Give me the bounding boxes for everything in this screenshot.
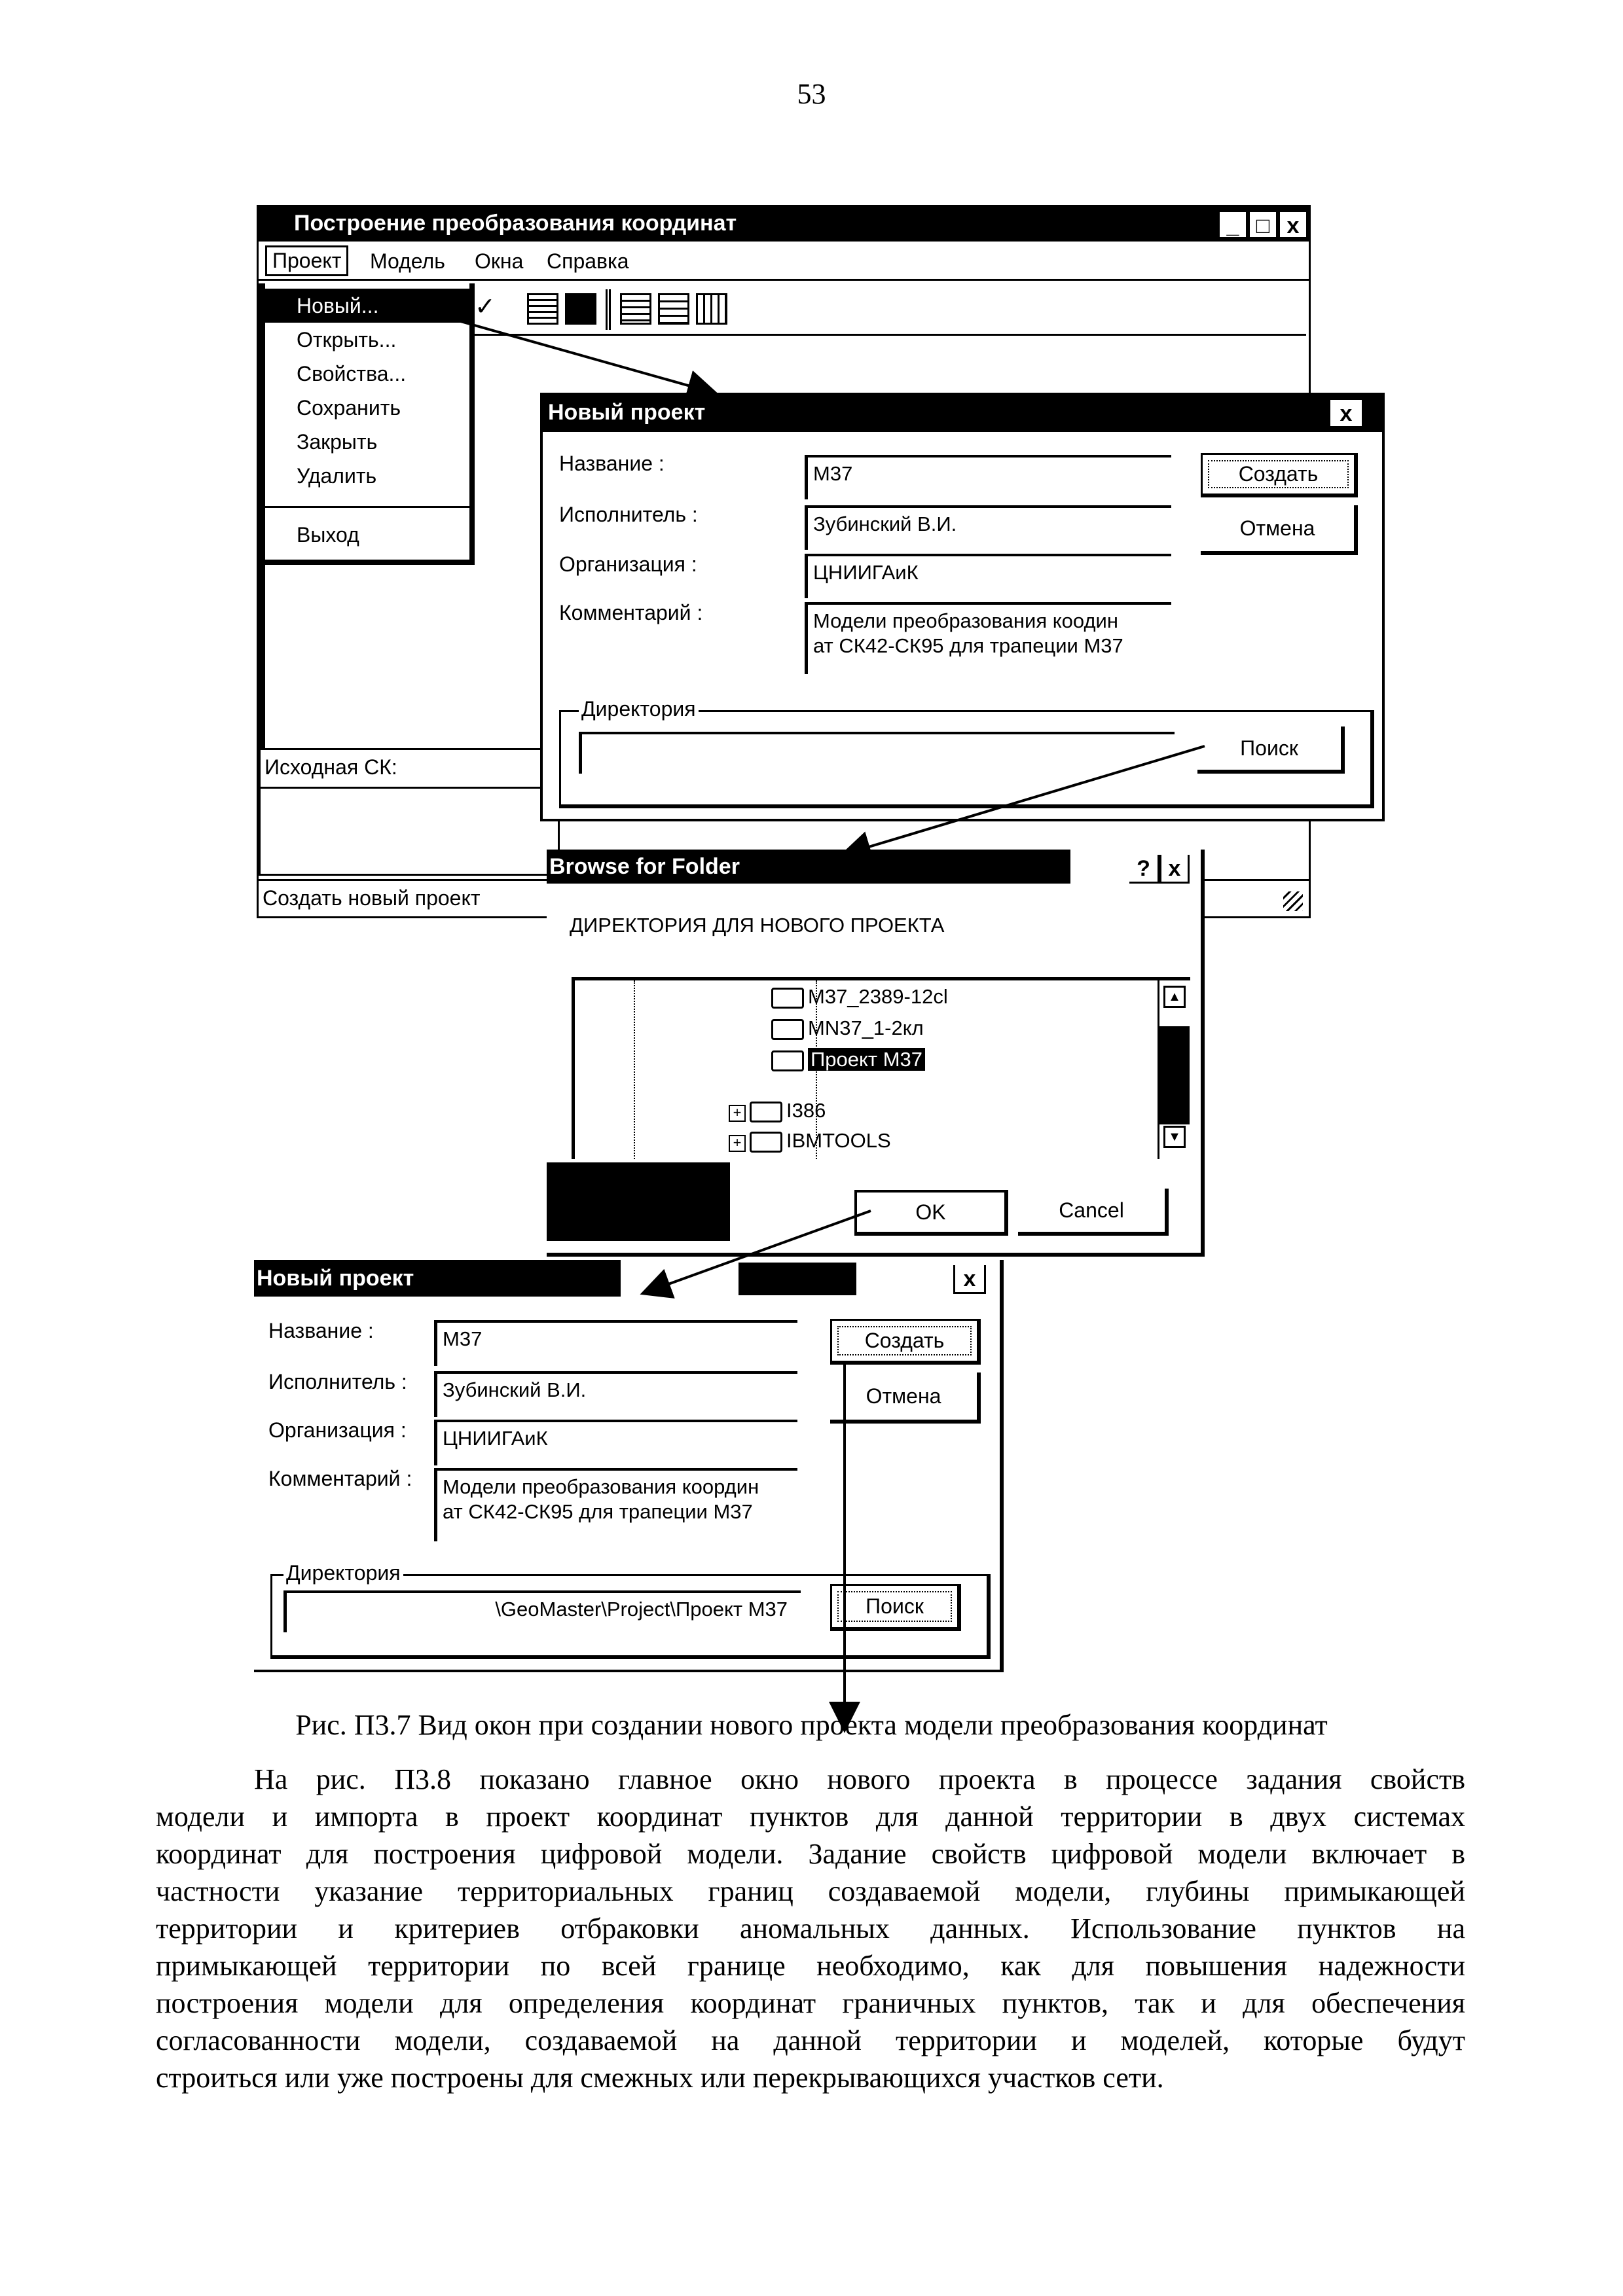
paragraph-line: построения модели для определения координат граничных пунктов, так и для обеспечения	[156, 1987, 1465, 2019]
paragraph-line: модели и импорта в проект координат пунктов для данной территории в двух системах	[156, 1801, 1465, 1833]
dialog2-executor-label: Исполнитель :	[268, 1370, 407, 1393]
source-cs-label: Исходная СК:	[264, 755, 397, 779]
browse-ok-label: OK	[915, 1200, 946, 1224]
arrow-browse-to-folder	[845, 746, 1205, 854]
dialog1-name-label: Название :	[559, 452, 665, 475]
dialog1-executor-label: Исполнитель :	[559, 503, 698, 526]
minimize-button[interactable]: _	[1218, 210, 1248, 239]
paragraph-line: координат для построения цифровой модели. Задание свойств цифровой модели включает в	[156, 1838, 1465, 1870]
paragraph-line: строиться или уже построены для смежных или перекрывающихся участков сети.	[156, 2062, 1164, 2094]
scroll-down-arrow-icon[interactable]: ▼	[1163, 1126, 1186, 1148]
close-button[interactable]: x	[1278, 210, 1308, 239]
main-window-title: Построение преобразования координат	[294, 211, 737, 236]
menu-item-properties[interactable]: Свойства...	[297, 362, 407, 386]
dialog2-organization-field[interactable]: ЦНИИГАиК	[434, 1420, 797, 1465]
tree-item-ibmtools[interactable]: + IBMTOOLS	[729, 1126, 891, 1156]
dialog2-directory-value: \GeoMaster\Project\Проект M37	[495, 1598, 788, 1621]
browse-title: Browse for Folder	[549, 854, 740, 879]
dialog1-cancel-label: Отмена	[1239, 516, 1315, 540]
tree-item-project-m37[interactable]: Проект M37	[771, 1045, 925, 1075]
dialog2-cancel-label: Отмена	[866, 1384, 941, 1408]
menu-item-delete[interactable]: Удалить	[297, 464, 377, 488]
menu-item-open[interactable]: Открыть...	[297, 328, 397, 351]
dialog2-comment-line1: Модели преобразования координ	[443, 1475, 759, 1498]
page-number: 53	[797, 78, 826, 110]
maximize-button[interactable]: □	[1248, 210, 1278, 239]
menu-item-save[interactable]: Сохранить	[297, 396, 401, 420]
dialog1-executor-field[interactable]: Зубинский В.И.	[805, 505, 1171, 550]
arrow-new-to-dialog	[458, 321, 714, 393]
dialog1-browse-label: Поиск	[1240, 736, 1298, 760]
paragraph-line: согласованности модели, создаваемой на данной территории и моделей, которые будут	[156, 2024, 1465, 2056]
arrow-ok-to-dialog	[645, 1211, 871, 1293]
dialog1-name-field[interactable]: M37	[805, 455, 1171, 499]
dialog1-comment-line2: ат СК42-СК95 для трапеции M37	[813, 634, 1123, 657]
dialog2-executor-field[interactable]: Зубинский В.И.	[434, 1371, 797, 1417]
expand-icon[interactable]: +	[729, 1135, 746, 1152]
body-paragraph	[156, 1761, 1465, 2096]
dialog1-comment-line1: Модели преобразования коодин	[813, 609, 1118, 632]
expand-icon[interactable]: +	[729, 1105, 746, 1122]
dialog1-comment-label: Комментарий :	[559, 601, 703, 624]
menu-project[interactable]: Проект	[265, 245, 348, 276]
dialog1-organization-field[interactable]: ЦНИИГАиК	[805, 554, 1171, 598]
dialog1-close-button[interactable]: x	[1328, 398, 1364, 428]
figure-caption: Рис. П3.7 Вид окон при создании нового проекта модели преобразования координат	[295, 1709, 1328, 1741]
browse-cancel-label: Cancel	[1059, 1198, 1124, 1222]
dialog2-close-button[interactable]: x	[953, 1265, 986, 1294]
menu-model[interactable]: Модель	[370, 249, 445, 273]
dialog1-title: Новый проект	[548, 400, 706, 425]
menu-windows[interactable]: Окна	[475, 249, 524, 273]
status-text: Создать новый проект	[263, 886, 481, 910]
dialog2-comment-line2: ат СК42-СК95 для трапеции M37	[443, 1500, 753, 1523]
browse-help-button[interactable]: ?	[1129, 855, 1159, 884]
toolbar-check-icon[interactable]: ✓	[475, 292, 505, 325]
dialog2-directory-label: Директория	[283, 1561, 403, 1585]
dialog2-name-label: Название :	[268, 1319, 374, 1342]
paragraph-line: частности указание территориальных границ создаваемой модели, глубины примыкающей	[156, 1875, 1465, 1907]
dialog2-create-label: Создать	[864, 1329, 945, 1352]
tree-item-m37-2389[interactable]: M37_2389-12cl	[771, 982, 948, 1012]
tree-item-mn37[interactable]: MN37_1-2кл	[771, 1013, 924, 1043]
browse-prompt: ДИРЕКТОРИЯ ДЛЯ НОВОГО ПРОЕКТА	[570, 914, 945, 937]
paragraph-line: территории и критериев отбраковки аномальных данных. Использование пунктов на	[156, 1912, 1465, 1945]
browse-close-button[interactable]: x	[1159, 855, 1190, 884]
menu-help[interactable]: Справка	[547, 249, 629, 273]
paragraph-line: На рис. П3.8 показано главное окно нового проекта в процессе задания свойств	[254, 1763, 1465, 1795]
dialog1-create-label: Создать	[1238, 462, 1319, 486]
dialog2-organization-label: Организация :	[268, 1418, 407, 1442]
dialog2-comment-label: Комментарий :	[268, 1467, 412, 1490]
dialog2-browse-label: Поиск	[866, 1594, 924, 1618]
dialog2-name-field[interactable]: M37	[434, 1320, 797, 1366]
menu-item-new[interactable]: Новый...	[265, 289, 469, 323]
dialog2-title: Новый проект	[257, 1266, 414, 1291]
scroll-up-arrow-icon[interactable]: ▲	[1163, 986, 1186, 1008]
tree-item-i386[interactable]: + I386	[729, 1096, 826, 1126]
dialog1-directory-label: Директория	[579, 697, 699, 721]
menu-item-exit[interactable]: Выход	[297, 523, 359, 547]
dialog1-organization-label: Организация :	[559, 552, 697, 576]
paragraph-line: примыкающей территории по всей границе необходимо, как для повышения надежности	[156, 1950, 1465, 1982]
menu-item-close[interactable]: Закрыть	[297, 430, 378, 454]
